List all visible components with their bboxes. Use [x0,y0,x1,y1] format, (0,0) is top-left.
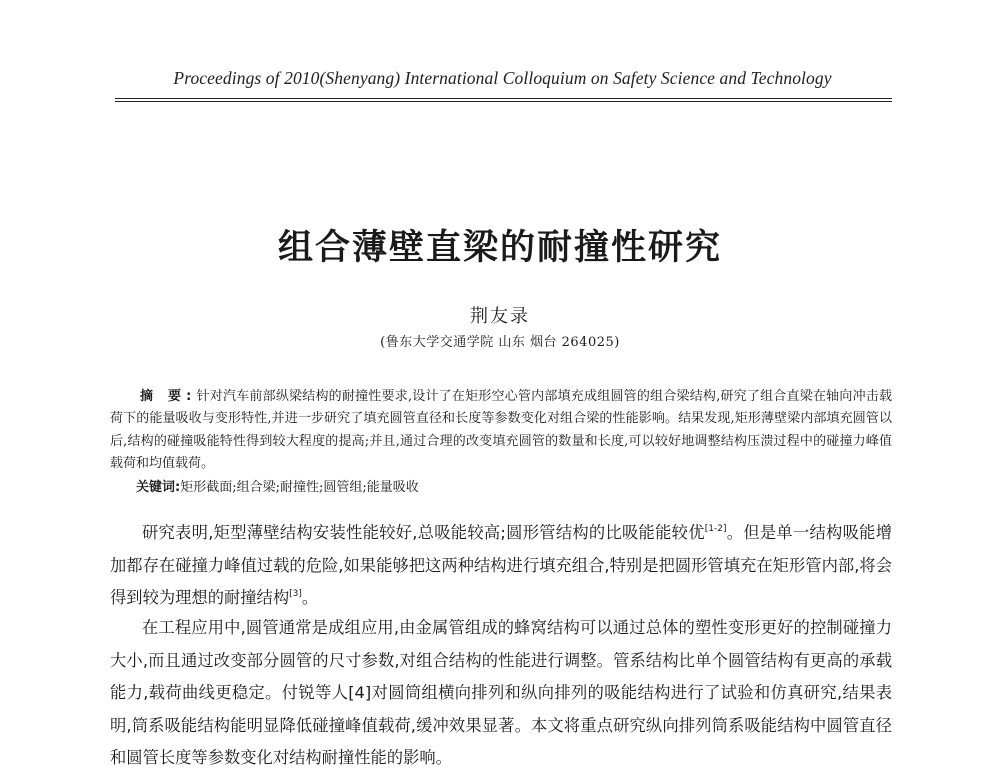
abstract-first-line [110,389,196,404]
p2-text: 在工程应用中,圆管通常是成组应用,由金属管组成的蜂窝结构可以通过总体的塑性变形更好的控制碰撞力大小,而且通过改变部分圆管的尺寸参数,对组合结构的性能进行调整。管系结构比单个圆管结构有更高的承载能力,载荷曲线更稳定。付锐等人[4]对圆筒组横向排列和纵向排列的吸能结构进行了试验和仿真研究,结果表明,筒系吸能结构能明显降低碰撞峰值载荷,缓冲效果显著。本文将重点研究纵向排列筒系吸能结构中圆管直径和圆管长度等参数变化对结构耐撞性能的影响。 [110,618,892,767]
header-rule-thin [115,101,892,102]
p1-text-a: 研究表明,矩型薄壁结构安装性能较好,总吸能较高;圆形管结构的比吸能能较优 [142,523,705,542]
abstract-label: 摘 要: [140,389,197,404]
p1-text-c: 。 [301,588,319,607]
p1-text-b: 。但是单一结构吸能增加都存在碰撞力峰值过载的危险,如果能够把这两种结构进行填充组合,特别是把圆形管填充在矩形管内部,将会得到较为理想的耐撞结构 [110,523,892,607]
abstract [110,386,892,475]
keywords-label: 关键词: [136,480,181,495]
paper-title: 组合薄壁直梁的耐撞性研究 [277,228,722,268]
citation-1-2: [1-2] [704,524,727,534]
abstract-text: 针对汽车前部纵梁结构的耐撞性要求,设计了在矩形空心管内部填充成组圆管的组合梁结构,研究了组合直梁在轴向冲击载荷下的能量吸收与变形特性,并进一步研究了填充圆管直径和长度等参数变化对组合梁的性能影响。结果发现,矩形薄壁梁内部填充圆管以后,结构的碰撞吸能特性得到较大程度的提高;并且,通过合理的改变填充圆管的数量和长度,可以较好地调整结构压溃过程中的碰撞力峰值载荷和均值载荷。 [110,389,892,471]
running-header: Proceedings of 2010(Shenyang) International Colloquium on Safety Science and Technology [173,68,832,88]
body-paragraph-1 [110,517,892,615]
header-rule [115,98,892,99]
author-name: 荆友录 [470,306,530,327]
keywords-text: 矩形截面;组合梁;耐撞性;圆管组;能量吸收 [180,480,419,495]
body-paragraph-2 [110,612,892,775]
author-affiliation: (鲁东大学交通学院 山东 烟台 264025) [380,335,620,350]
citation-3: [3] [289,589,302,599]
keywords [136,476,419,495]
